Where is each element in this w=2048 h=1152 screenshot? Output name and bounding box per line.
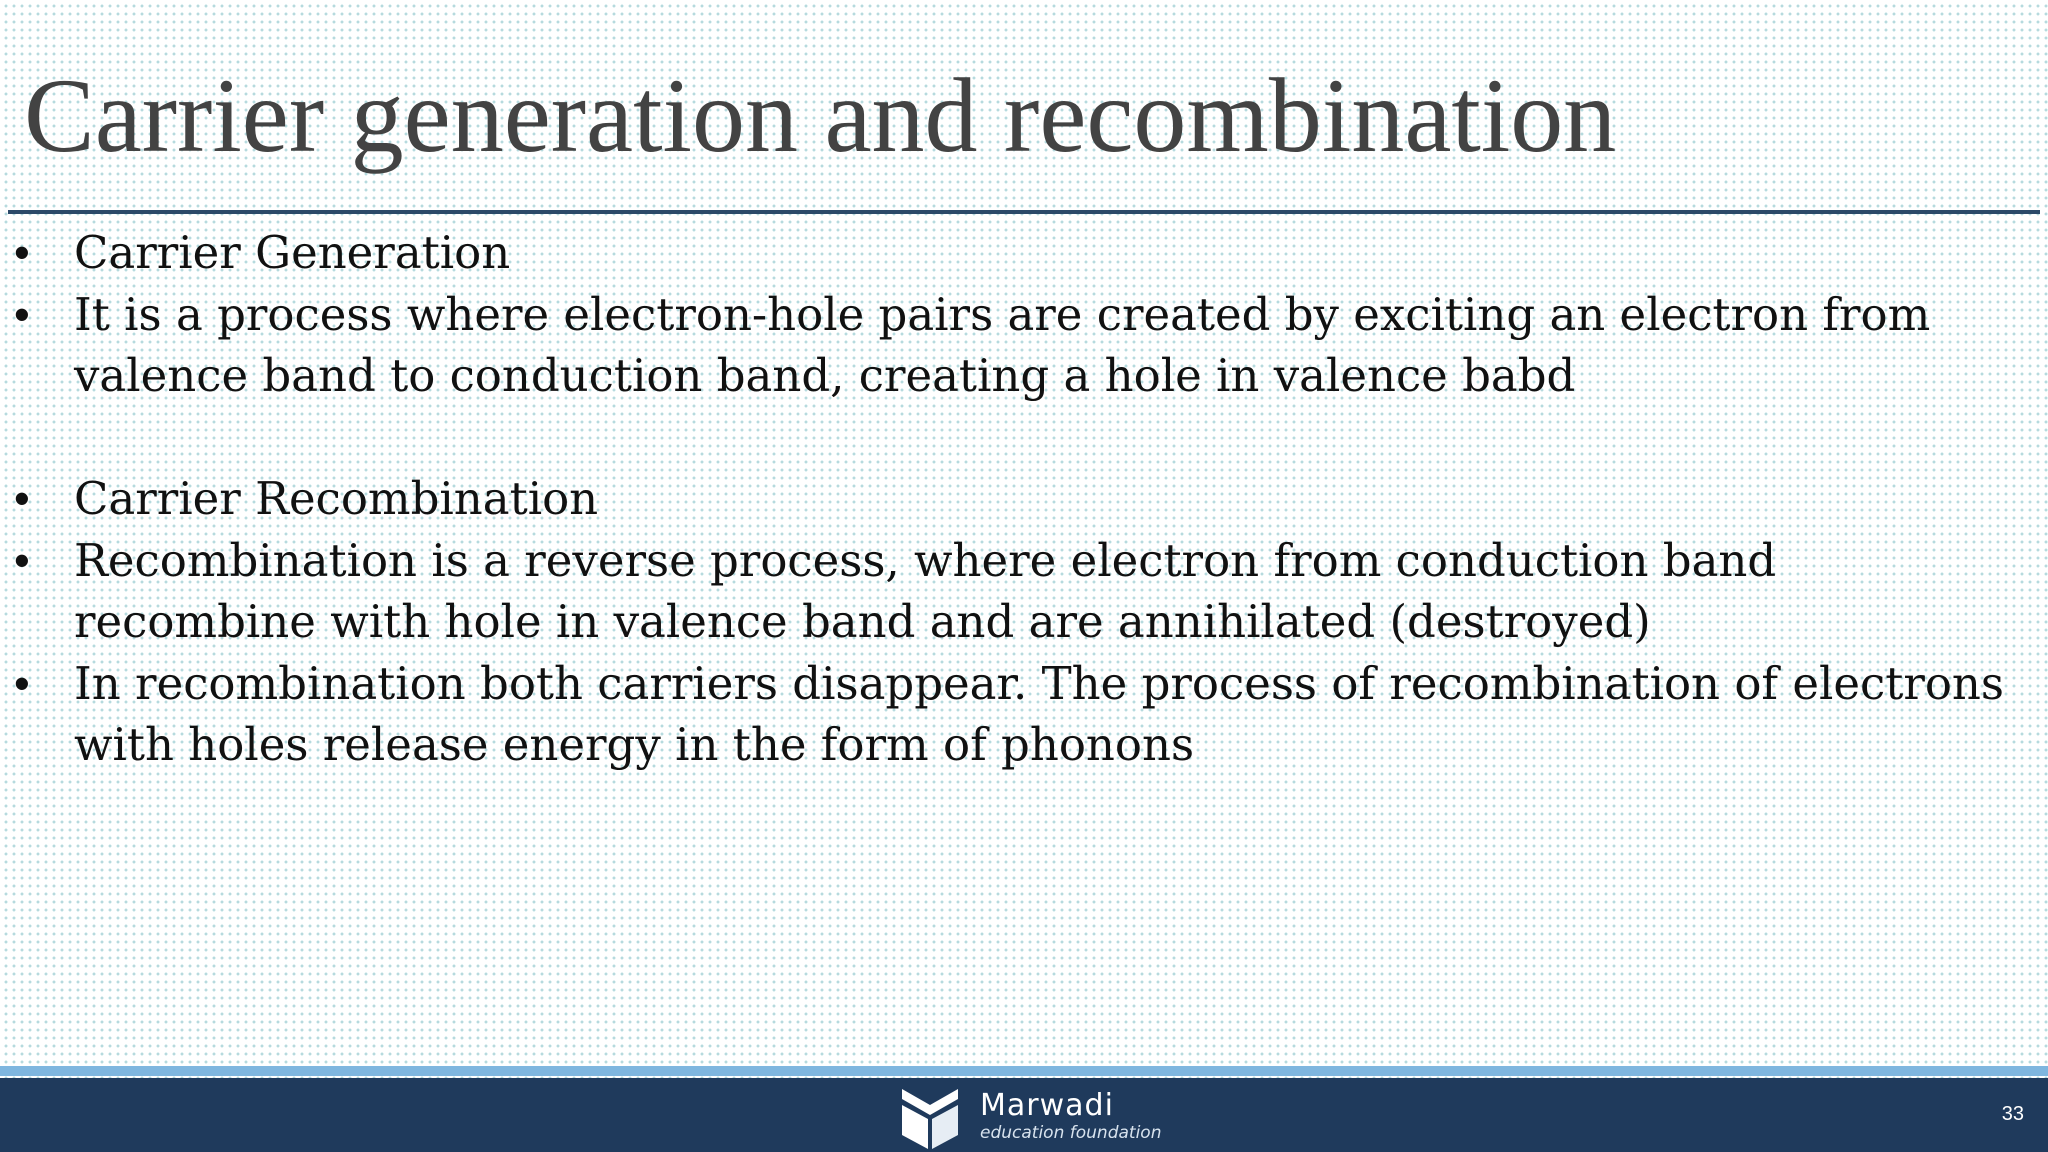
bullet-item-generation-description	[14, 284, 2004, 407]
logo-tagline: education foundation	[980, 1123, 1162, 1143]
title-divider	[8, 210, 2040, 214]
marwadi-book-logo-icon	[898, 1083, 962, 1151]
page-number: 33	[2001, 1103, 2024, 1125]
bullet-text: Carrier Recombination	[74, 472, 599, 525]
bullet-marker: •	[14, 534, 30, 586]
bullet-list	[14, 222, 2004, 776]
bullet-text: It is a process where electron-hole pairs are created by exciting an electron from valence band to conduction band, creating a hole in valence babd	[74, 287, 1931, 402]
logo-text	[980, 1090, 1161, 1144]
bullet-text: Recombination is a reverse process, where electron from conduction band recombine with hole in valence band and are annihilated (destroyed)	[74, 533, 1777, 648]
bullet-marker: •	[14, 657, 30, 709]
bullet-item-carrier-recombination	[14, 468, 2004, 530]
slide-title: Carrier generation and recombination	[24, 57, 1617, 174]
bullet-marker: •	[14, 227, 30, 278]
bullet-item-carrier-generation	[14, 222, 2004, 284]
marwadi-logo	[898, 1083, 1161, 1151]
bullet-item-recombination-description	[14, 530, 2004, 653]
bullet-text: In recombination both carriers disappear. The process of recombination of electrons with holes release energy in the form of phonons	[74, 656, 2005, 771]
paragraph-spacer	[14, 407, 2004, 469]
bullet-marker: •	[14, 473, 30, 524]
bullet-text: Carrier Generation	[74, 226, 511, 279]
footer-accent-stripe	[0, 1066, 2048, 1076]
bullet-item-recombination-energy	[14, 653, 2004, 776]
bullet-marker: •	[14, 288, 30, 340]
logo-name: Marwadi	[980, 1088, 1114, 1123]
